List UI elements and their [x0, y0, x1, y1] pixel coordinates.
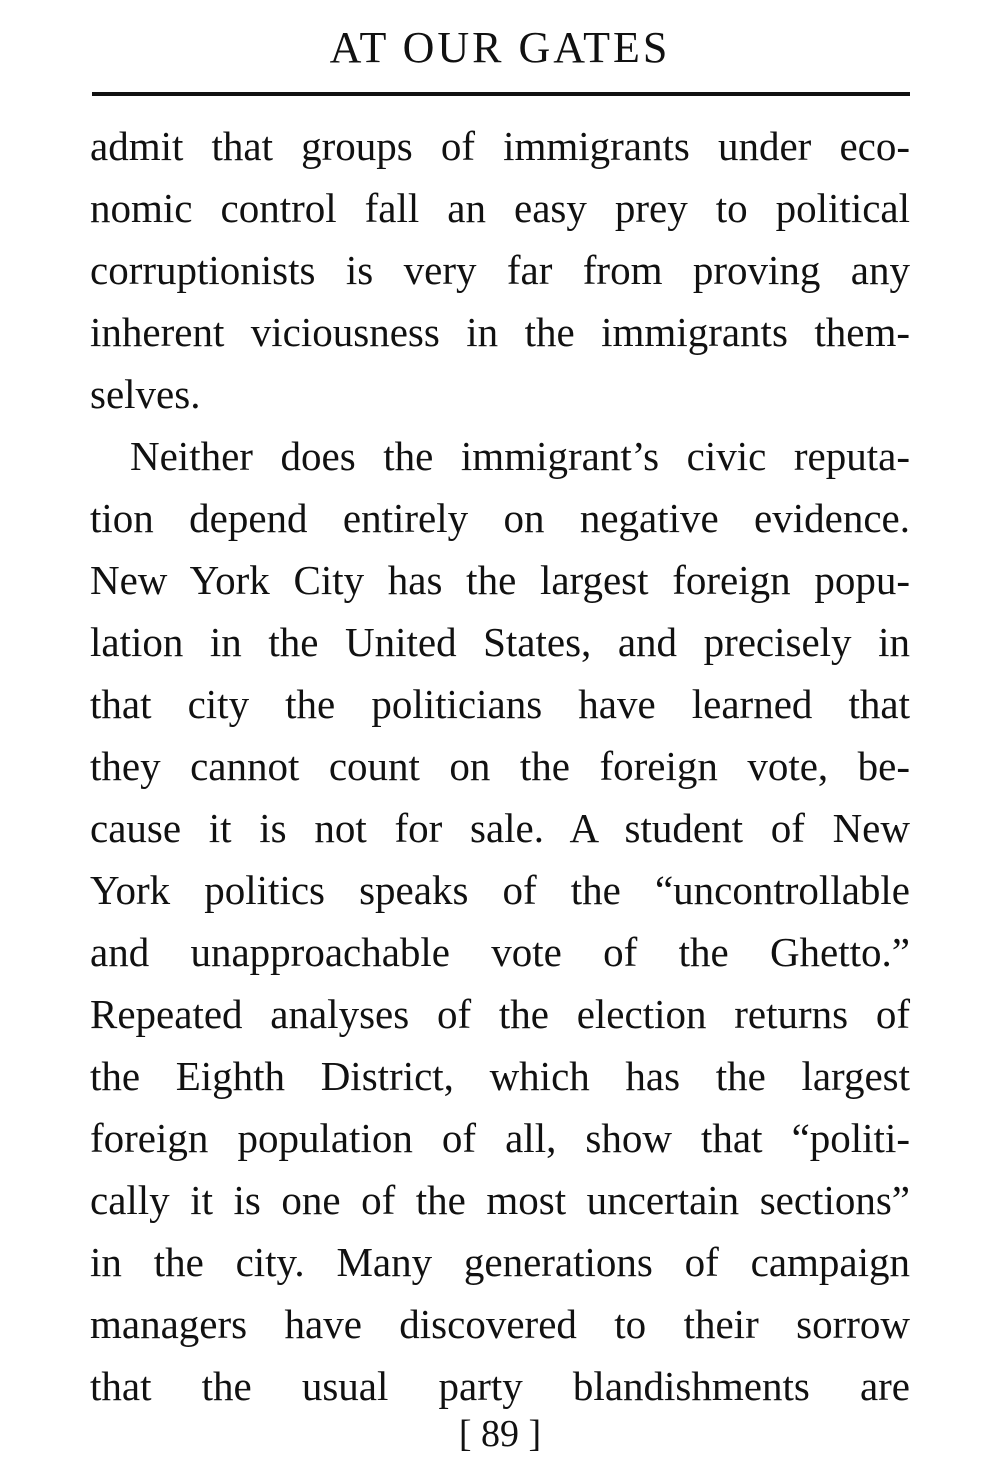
text-line: selves.	[90, 371, 201, 417]
text-line: corruptionists is very far from proving any	[90, 247, 910, 293]
text-line: the Eighth District, which has the largest	[90, 1053, 910, 1099]
text-line: cally it is one of the most uncertain sections”	[90, 1177, 910, 1223]
text-line: inherent viciousness in the immigrants them-	[90, 309, 910, 355]
text-line: Neither does the immigrant’s civic reputa-	[130, 433, 910, 479]
running-head: AT OUR GATES	[329, 23, 671, 72]
text-line: New York City has the largest foreign popu-	[90, 557, 910, 603]
text-line: that the usual party blandishments are	[90, 1363, 910, 1409]
body-text	[90, 115, 910, 1417]
page-number: [ 89 ]	[458, 1413, 542, 1455]
text-line: admit that groups of immigrants under eco-	[90, 123, 910, 169]
text-line: they cannot count on the foreign vote, be-	[90, 743, 910, 789]
text-line: Repeated analyses of the election returns of	[90, 991, 910, 1037]
text-line: that city the politicians have learned that	[90, 681, 910, 727]
header-rule	[92, 92, 910, 96]
text-line: and unapproachable vote of the Ghetto.”	[90, 929, 910, 975]
text-line: tion depend entirely on negative evidence.	[90, 495, 910, 541]
text-line: lation in the United States, and precisely in	[90, 619, 910, 665]
text-line: York politics speaks of the “uncontrollable	[90, 867, 910, 913]
text-line: managers have discovered to their sorrow	[90, 1301, 910, 1347]
text-line: in the city. Many generations of campaign	[90, 1239, 910, 1285]
text-line: nomic control fall an easy prey to political	[90, 185, 910, 231]
text-line: cause it is not for sale. A student of New	[90, 805, 910, 851]
text-line: foreign population of all, show that “politi-	[90, 1115, 910, 1161]
